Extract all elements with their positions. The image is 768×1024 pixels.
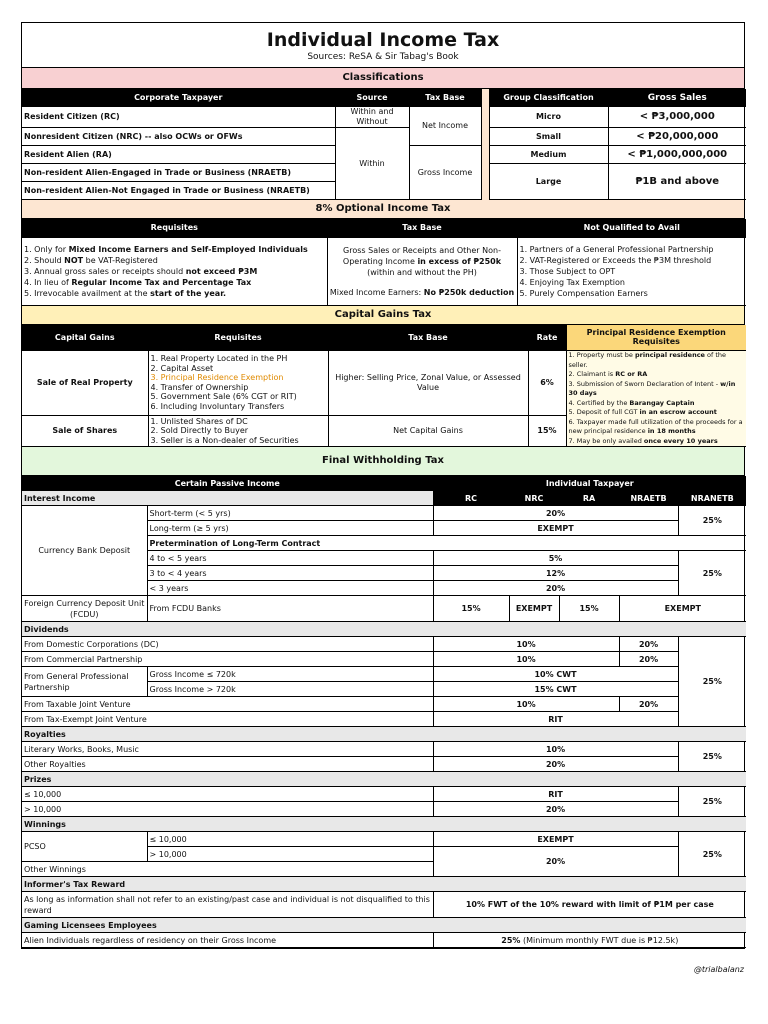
preterm-lt3-rate: 20% bbox=[433, 581, 678, 596]
informer-condition: As long as information shall not refer to an existing/past case and individual is not disqualified to this reward bbox=[22, 892, 433, 918]
group-micro: Micro bbox=[489, 107, 608, 128]
dividends-heading: Dividends bbox=[22, 622, 746, 637]
preterm-lt3-label: < 3 years bbox=[147, 581, 433, 596]
gross-income-gt-720k: Gross Income > 720k bbox=[147, 682, 433, 697]
not-qualified-item: 3. Those Subject to OPT bbox=[519, 266, 616, 276]
real-property-rate: 6% bbox=[528, 351, 566, 416]
col-nraetb: NRAETB bbox=[619, 491, 678, 506]
page-title: Individual Income Tax bbox=[266, 29, 500, 51]
tax-sheet bbox=[21, 22, 745, 949]
tax-base-text: Gross Sales or Receipts and Other Non-Operating Income in excess of ₱250k (within and without the PH) bbox=[342, 245, 502, 277]
winnings-gt-rate: 20% bbox=[433, 847, 678, 877]
dividend-tejv-label: From Tax-Exempt Joint Venture bbox=[22, 712, 433, 727]
royalties-heading: Royalties bbox=[22, 727, 746, 742]
gpp-gt-rate: 15% CWT bbox=[433, 682, 678, 697]
dividend-dc-label: From Domestic Corporations (DC) bbox=[22, 637, 433, 652]
not-qualified-item: 2. VAT-Registered or Exceeds the ₱3M threshold bbox=[519, 255, 712, 265]
fcdu-ra-rate: 15% bbox=[559, 596, 619, 622]
col-certain-passive-income: Certain Passive Income bbox=[22, 476, 433, 491]
requisite-item: 1. Unlisted Shares of DC bbox=[150, 416, 248, 426]
gross-medium: < ₱1,000,000,000 bbox=[608, 146, 746, 164]
taxpayer-nranetb: Non-resident Alien-Not Engaged in Trade or Business (NRAETB) bbox=[22, 182, 335, 200]
fcdu-from-banks: From FCDU Banks bbox=[147, 596, 433, 622]
requisite-item: 6. Including Involuntary Transfers bbox=[150, 401, 285, 411]
requisite-item: 1. Only for Mixed Income Earners and Self-Employed Individuals bbox=[24, 244, 308, 254]
pretermination-heading: Pretermination of Long-Term Contract bbox=[147, 536, 746, 551]
not-qualified-list bbox=[517, 237, 746, 305]
pre-item: 1. Property must be principal residence of the seller. bbox=[568, 351, 727, 369]
requisite-item: 3. Annual gross sales or receipts should not exceed ₱3M bbox=[24, 266, 258, 276]
capital-gains-band: Capital Gains Tax bbox=[22, 306, 744, 325]
dividend-cp-rate: 10% bbox=[433, 652, 619, 667]
preterm-3-4-label: 3 to < 4 years bbox=[147, 566, 433, 581]
not-qualified-item: 4. Enjoying Tax Exemption bbox=[519, 277, 625, 287]
shares-requisites bbox=[148, 415, 328, 446]
taxpayer-nraetb: Non-resident Alien-Engaged in Trade or Business (NRAETB) bbox=[22, 164, 335, 182]
prize-nranetb-rate: 25% bbox=[678, 787, 746, 817]
pre-item: 3. Submission of Sworn Declaration of Intent - w/in 30 days bbox=[568, 379, 736, 397]
requisite-item: 3. Principal Residence Exemption bbox=[150, 373, 284, 383]
gross-micro: < ₱3,000,000 bbox=[608, 107, 746, 128]
classifications-table bbox=[22, 89, 746, 200]
source-within: Within bbox=[335, 128, 409, 200]
sale-real-property: Sale of Real Property bbox=[22, 351, 148, 416]
preterm-4-5-rate: 5% bbox=[433, 551, 678, 566]
informer-heading: Informer's Tax Reward bbox=[22, 877, 746, 892]
final-withholding-band: Final Withholding Tax bbox=[22, 447, 744, 476]
dividend-cp-nraetb-rate: 20% bbox=[619, 652, 678, 667]
requisite-item: 2. Should NOT be VAT-Registered bbox=[24, 255, 158, 265]
requisite-item: 2. Capital Asset bbox=[150, 363, 214, 373]
pcso-le-10000-label: ≤ 10,000 bbox=[147, 832, 433, 847]
requisite-item: 2. Sold Directly to Buyer bbox=[150, 426, 249, 436]
pre-item: 4. Certified by the Barangay Captain bbox=[568, 398, 695, 407]
col-gross-sales: Gross Sales bbox=[608, 89, 746, 107]
column-gap bbox=[481, 89, 489, 200]
gaming-heading: Gaming Licensees Employees bbox=[22, 918, 746, 933]
col-rc: RC bbox=[433, 491, 509, 506]
base-net-income: Net Income bbox=[409, 107, 481, 146]
requisite-item: 3. Seller is a Non-dealer of Securities bbox=[150, 435, 299, 445]
shares-tax-base: Net Capital Gains bbox=[328, 415, 528, 446]
shares-rate: 15% bbox=[528, 415, 566, 446]
gross-small: < ₱20,000,000 bbox=[608, 128, 746, 146]
dividend-nranetb-rate: 25% bbox=[678, 637, 746, 727]
requisite-item: 1. Real Property Located in the PH bbox=[150, 354, 288, 364]
header bbox=[22, 23, 744, 68]
col-source: Source bbox=[335, 89, 409, 107]
col-principal-residence: Principal Residence Exemption Requisites bbox=[566, 325, 746, 351]
dividend-dc-nraetb-rate: 20% bbox=[619, 637, 678, 652]
classifications-band: Classifications bbox=[22, 68, 744, 89]
optional-tax-table bbox=[22, 219, 746, 306]
col-capital-gains: Capital Gains bbox=[22, 325, 148, 351]
col-nranetb: NRANETB bbox=[678, 491, 746, 506]
fcdu-rc-rate: 15% bbox=[433, 596, 509, 622]
col-requisites: Requisites bbox=[22, 219, 327, 237]
winnings-heading: Winnings bbox=[22, 817, 746, 832]
dividend-tjv-label: From Taxable Joint Venture bbox=[22, 697, 433, 712]
gaming-condition: Alien Individuals regardless of residency on their Gross Income bbox=[22, 933, 433, 948]
fcdu-nrc-rate: EXEMPT bbox=[509, 596, 559, 622]
gross-large: ₱1B and above bbox=[608, 164, 746, 200]
taxpayer-rc: Resident Citizen (RC) bbox=[22, 107, 335, 128]
currency-bank-deposit: Currency Bank Deposit bbox=[22, 506, 147, 596]
dividend-dc-rate: 10% bbox=[433, 637, 619, 652]
col-cgt-tax-base: Tax Base bbox=[328, 325, 528, 351]
dividend-tejv-rate: RIT bbox=[433, 712, 678, 727]
royalty-other-rate: 20% bbox=[433, 757, 678, 772]
col-corporate-taxpayer: Corporate Taxpayer bbox=[22, 89, 335, 107]
informer-rate: 10% FWT of the 10% reward with limit of ₱1M per case bbox=[433, 892, 746, 918]
pre-item: 7. May be only availed once every 10 years bbox=[568, 436, 718, 445]
not-qualified-item: 5. Purely Compensation Earners bbox=[519, 288, 648, 298]
gpp-le-rate: 10% CWT bbox=[433, 667, 678, 682]
dividend-tjv-nraetb-rate: 20% bbox=[619, 697, 678, 712]
col-individual-taxpayer: Individual Taxpayer bbox=[433, 476, 746, 491]
royalty-nranetb-rate: 25% bbox=[678, 742, 746, 772]
fcdu-label: Foreign Currency Deposit Unit (FCDU) bbox=[22, 596, 147, 622]
requisite-item: 5. Government Sale (6% CGT or RIT) bbox=[150, 392, 297, 402]
taxpayer-nrc: Nonresident Citizen (NRC) -- also OCWs or OFWs bbox=[22, 128, 335, 146]
dividend-gpp-label: From General Professional Partnership bbox=[22, 667, 147, 697]
royalty-other-label: Other Royalties bbox=[22, 757, 433, 772]
author-credit: @trialbalanz bbox=[693, 965, 744, 974]
long-term-label: Long-term (≥ 5 yrs) bbox=[147, 521, 433, 536]
short-term-rate: 20% bbox=[433, 506, 678, 521]
base-gross-income: Gross Income bbox=[409, 146, 481, 200]
col-rate: Rate bbox=[528, 325, 566, 351]
optional-requisites bbox=[22, 237, 327, 305]
long-term-rate: EXEMPT bbox=[433, 521, 678, 536]
prize-gt-10000-label: > 10,000 bbox=[22, 802, 433, 817]
col-nrc: NRC bbox=[509, 491, 559, 506]
source-within-without: Within and Without bbox=[335, 107, 409, 128]
gross-income-le-720k: Gross Income ≤ 720k bbox=[147, 667, 433, 682]
col-cgt-requisites: Requisites bbox=[148, 325, 328, 351]
sale-of-shares: Sale of Shares bbox=[22, 415, 148, 446]
pre-item: 5. Deposit of full CGT in an escrow account bbox=[568, 408, 717, 416]
short-term-label: Short-term (< 5 yrs) bbox=[147, 506, 433, 521]
mixed-income-note: Mixed Income Earners: No ₱250k deduction bbox=[329, 287, 515, 297]
prize-gt-10000-rate: 20% bbox=[433, 802, 678, 817]
royalty-literary-rate: 10% bbox=[433, 742, 678, 757]
final-withholding-table bbox=[22, 476, 746, 948]
gaming-rate: 25% (Minimum monthly FWT due is ₱12.5k) bbox=[433, 933, 746, 948]
not-qualified-item: 1. Partners of a General Professional Partnership bbox=[519, 244, 714, 254]
requisite-item: 5. Irrevocable availment at the start of the year. bbox=[24, 288, 227, 298]
group-large: Large bbox=[489, 164, 608, 200]
preterm-4-5-label: 4 to < 5 years bbox=[147, 551, 433, 566]
capital-gains-table bbox=[22, 325, 746, 448]
real-property-tax-base: Higher: Selling Price, Zonal Value, or Assessed Value bbox=[328, 351, 528, 416]
prize-le-10000-label: ≤ 10,000 bbox=[22, 787, 433, 802]
pre-item: 2. Claimant is RC or RA bbox=[568, 370, 648, 378]
col-tax-base: Tax Base bbox=[409, 89, 481, 107]
fcdu-nra-rate: EXEMPT bbox=[619, 596, 746, 622]
winnings-nranetb-rate: 25% bbox=[678, 832, 746, 877]
requisite-item: 4. Transfer of Ownership bbox=[150, 382, 249, 392]
pre-item: 6. Taxpayer made full utilization of the proceeds for a new principal residence in 18 months bbox=[568, 417, 743, 435]
col-not-qualified: Not Qualified to Avail bbox=[517, 219, 746, 237]
preterm-nranetb-rate: 25% bbox=[678, 551, 746, 596]
royalty-literary-label: Literary Works, Books, Music bbox=[22, 742, 433, 757]
real-property-requisites bbox=[148, 351, 328, 416]
prize-le-10000-rate: RIT bbox=[433, 787, 678, 802]
principal-residence-requisites bbox=[566, 351, 746, 447]
requisite-item: 4. In lieu of Regular Income Tax and Percentage Tax bbox=[24, 277, 252, 287]
interest-income-heading: Interest Income bbox=[22, 491, 433, 506]
taxpayer-ra: Resident Alien (RA) bbox=[22, 146, 335, 164]
pcso-gt-10000-label: > 10,000 bbox=[147, 847, 433, 862]
col-ra: RA bbox=[559, 491, 619, 506]
deposit-nranetb-rate: 25% bbox=[678, 506, 746, 536]
dividend-tjv-rate: 10% bbox=[433, 697, 619, 712]
pcso-le-10000-rate: EXEMPT bbox=[433, 832, 678, 847]
prizes-heading: Prizes bbox=[22, 772, 746, 787]
preterm-3-4-rate: 12% bbox=[433, 566, 678, 581]
pcso-label: PCSO bbox=[22, 832, 147, 862]
col-group-classification: Group Classification bbox=[489, 89, 608, 107]
sources-line: Sources: ReSA & Sir Tabag's Book bbox=[307, 52, 459, 62]
col-optional-tax-base: Tax Base bbox=[327, 219, 517, 237]
other-winnings-label: Other Winnings bbox=[22, 862, 433, 877]
dividend-cp-label: From Commercial Partnership bbox=[22, 652, 433, 667]
optional-tax-base bbox=[327, 237, 517, 305]
group-small: Small bbox=[489, 128, 608, 146]
group-medium: Medium bbox=[489, 146, 608, 164]
optional-tax-band: 8% Optional Income Tax bbox=[22, 200, 744, 219]
